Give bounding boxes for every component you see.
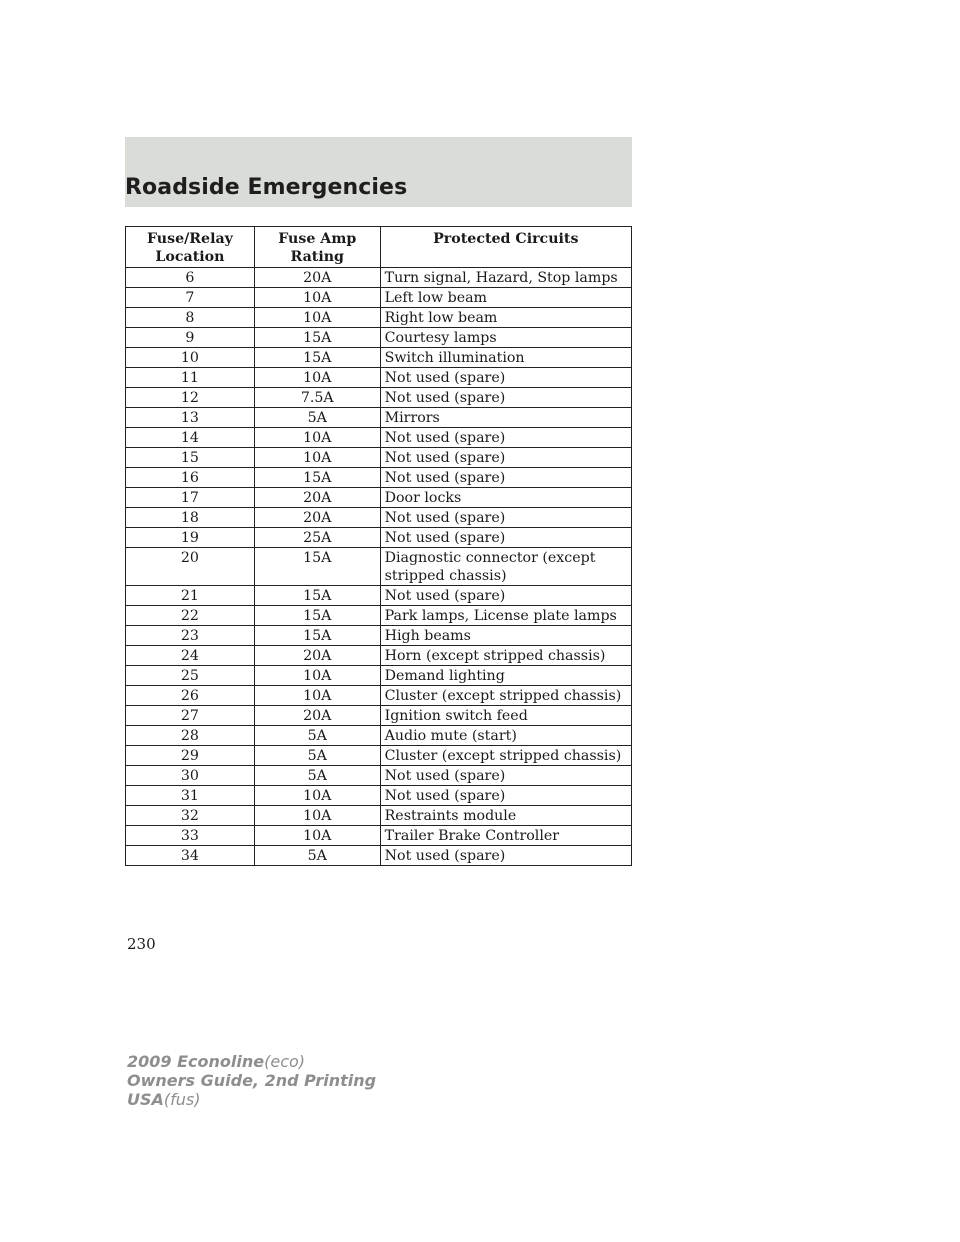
- cell-location: 16: [126, 468, 255, 488]
- cell-rating: 5A: [254, 408, 380, 428]
- cell-location: 25: [126, 666, 255, 686]
- cell-circuit: Ignition switch feed: [380, 706, 631, 726]
- cell-rating: 15A: [254, 348, 380, 368]
- cell-circuit: Demand lighting: [380, 666, 631, 686]
- cell-rating: 15A: [254, 548, 380, 586]
- cell-location: 18: [126, 508, 255, 528]
- cell-circuit: Mirrors: [380, 408, 631, 428]
- cell-circuit: Not used (spare): [380, 388, 631, 408]
- cell-circuit: Audio mute (start): [380, 726, 631, 746]
- cell-location: 6: [126, 268, 255, 288]
- cell-rating: 5A: [254, 746, 380, 766]
- cell-circuit: Not used (spare): [380, 766, 631, 786]
- cell-location: 22: [126, 606, 255, 626]
- footer-line-1: 2009 Econoline(eco): [127, 1052, 306, 1071]
- cell-rating: 10A: [254, 786, 380, 806]
- cell-circuit: Not used (spare): [380, 508, 631, 528]
- cell-location: 30: [126, 766, 255, 786]
- cell-circuit: High beams: [380, 626, 631, 646]
- cell-location: 33: [126, 826, 255, 846]
- cell-location: 10: [126, 348, 255, 368]
- header-circuits: Protected Circuits: [380, 227, 631, 268]
- cell-circuit: Not used (spare): [380, 448, 631, 468]
- cell-circuit: Horn (except stripped chassis): [380, 646, 631, 666]
- table-row: [126, 766, 632, 786]
- cell-circuit: Trailer Brake Controller: [380, 826, 631, 846]
- cell-rating: 15A: [254, 626, 380, 646]
- table-row: [126, 666, 632, 686]
- cell-rating: 20A: [254, 488, 380, 508]
- cell-rating: 10A: [254, 448, 380, 468]
- cell-location: 28: [126, 726, 255, 746]
- table-row: [126, 548, 632, 586]
- cell-rating: 20A: [254, 646, 380, 666]
- cell-circuit: Cluster (except stripped chassis): [380, 746, 631, 766]
- cell-rating: 10A: [254, 308, 380, 328]
- table-row: [126, 368, 632, 388]
- cell-location: 29: [126, 746, 255, 766]
- table-row: [126, 606, 632, 626]
- table-row: [126, 308, 632, 328]
- cell-rating: 20A: [254, 706, 380, 726]
- cell-rating: 10A: [254, 428, 380, 448]
- table-header-row: [126, 227, 632, 268]
- cell-location: 11: [126, 368, 255, 388]
- table-row: [126, 528, 632, 548]
- header-rating: Fuse Amp Rating: [254, 227, 380, 268]
- cell-location: 19: [126, 528, 255, 548]
- cell-location: 14: [126, 428, 255, 448]
- cell-location: 15: [126, 448, 255, 468]
- cell-rating: 25A: [254, 528, 380, 548]
- table-row: [126, 806, 632, 826]
- cell-rating: 5A: [254, 766, 380, 786]
- table-row: [126, 428, 632, 448]
- cell-location: 26: [126, 686, 255, 706]
- table-row: [126, 706, 632, 726]
- table-row: [126, 468, 632, 488]
- cell-location: 20: [126, 548, 255, 586]
- table-row: [126, 646, 632, 666]
- cell-location: 12: [126, 388, 255, 408]
- footer-line-2: Owners Guide, 2nd Printing: [127, 1071, 377, 1090]
- footer-imprint: [127, 1052, 376, 1109]
- table-row: [126, 328, 632, 348]
- cell-rating: 10A: [254, 826, 380, 846]
- table-row: [126, 408, 632, 428]
- cell-rating: 5A: [254, 846, 380, 866]
- cell-rating: 10A: [254, 666, 380, 686]
- cell-circuit: Turn signal, Hazard, Stop lamps: [380, 268, 631, 288]
- table-row: [126, 746, 632, 766]
- cell-rating: 10A: [254, 686, 380, 706]
- cell-location: 7: [126, 288, 255, 308]
- table-row: [126, 448, 632, 468]
- cell-circuit: Not used (spare): [380, 428, 631, 448]
- cell-circuit: Cluster (except stripped chassis): [380, 686, 631, 706]
- cell-location: 32: [126, 806, 255, 826]
- cell-location: 23: [126, 626, 255, 646]
- cell-rating: 15A: [254, 586, 380, 606]
- table-row: [126, 626, 632, 646]
- table-row: [126, 508, 632, 528]
- table-row: [126, 586, 632, 606]
- table-row: [126, 268, 632, 288]
- cell-circuit: Switch illumination: [380, 348, 631, 368]
- cell-rating: 5A: [254, 726, 380, 746]
- cell-circuit: Not used (spare): [380, 786, 631, 806]
- fuse-table: [125, 226, 632, 866]
- cell-location: 9: [126, 328, 255, 348]
- cell-rating: 20A: [254, 268, 380, 288]
- cell-location: 17: [126, 488, 255, 508]
- page-number: 230: [127, 935, 156, 953]
- cell-location: 21: [126, 586, 255, 606]
- header-location: Fuse/Relay Location: [126, 227, 255, 268]
- table-row: [126, 388, 632, 408]
- cell-location: 27: [126, 706, 255, 726]
- cell-circuit: Not used (spare): [380, 368, 631, 388]
- table-row: [126, 786, 632, 806]
- table-row: [126, 348, 632, 368]
- table-row: [126, 488, 632, 508]
- cell-location: 24: [126, 646, 255, 666]
- table-row: [126, 826, 632, 846]
- cell-circuit: Door locks: [380, 488, 631, 508]
- cell-location: 34: [126, 846, 255, 866]
- table-row: [126, 288, 632, 308]
- cell-location: 8: [126, 308, 255, 328]
- cell-location: 31: [126, 786, 255, 806]
- cell-rating: 10A: [254, 288, 380, 308]
- cell-circuit: Not used (spare): [380, 586, 631, 606]
- cell-rating: 10A: [254, 806, 380, 826]
- cell-circuit: Restraints module: [380, 806, 631, 826]
- cell-rating: 15A: [254, 328, 380, 348]
- cell-rating: 10A: [254, 368, 380, 388]
- cell-rating: 20A: [254, 508, 380, 528]
- cell-rating: 15A: [254, 606, 380, 626]
- cell-rating: 15A: [254, 468, 380, 488]
- table-row: [126, 726, 632, 746]
- cell-circuit: Diagnostic connector (except stripped chassis): [380, 548, 631, 586]
- footer-line-3: USA(fus): [127, 1090, 201, 1109]
- cell-circuit: Not used (spare): [380, 528, 631, 548]
- cell-rating: 7.5A: [254, 388, 380, 408]
- cell-circuit: Park lamps, License plate lamps: [380, 606, 631, 626]
- table-row: [126, 846, 632, 866]
- cell-circuit: Left low beam: [380, 288, 631, 308]
- cell-circuit: Not used (spare): [380, 846, 631, 866]
- cell-circuit: Courtesy lamps: [380, 328, 631, 348]
- cell-location: 13: [126, 408, 255, 428]
- cell-circuit: Not used (spare): [380, 468, 631, 488]
- table-row: [126, 686, 632, 706]
- cell-circuit: Right low beam: [380, 308, 631, 328]
- section-title: Roadside Emergencies: [125, 175, 408, 200]
